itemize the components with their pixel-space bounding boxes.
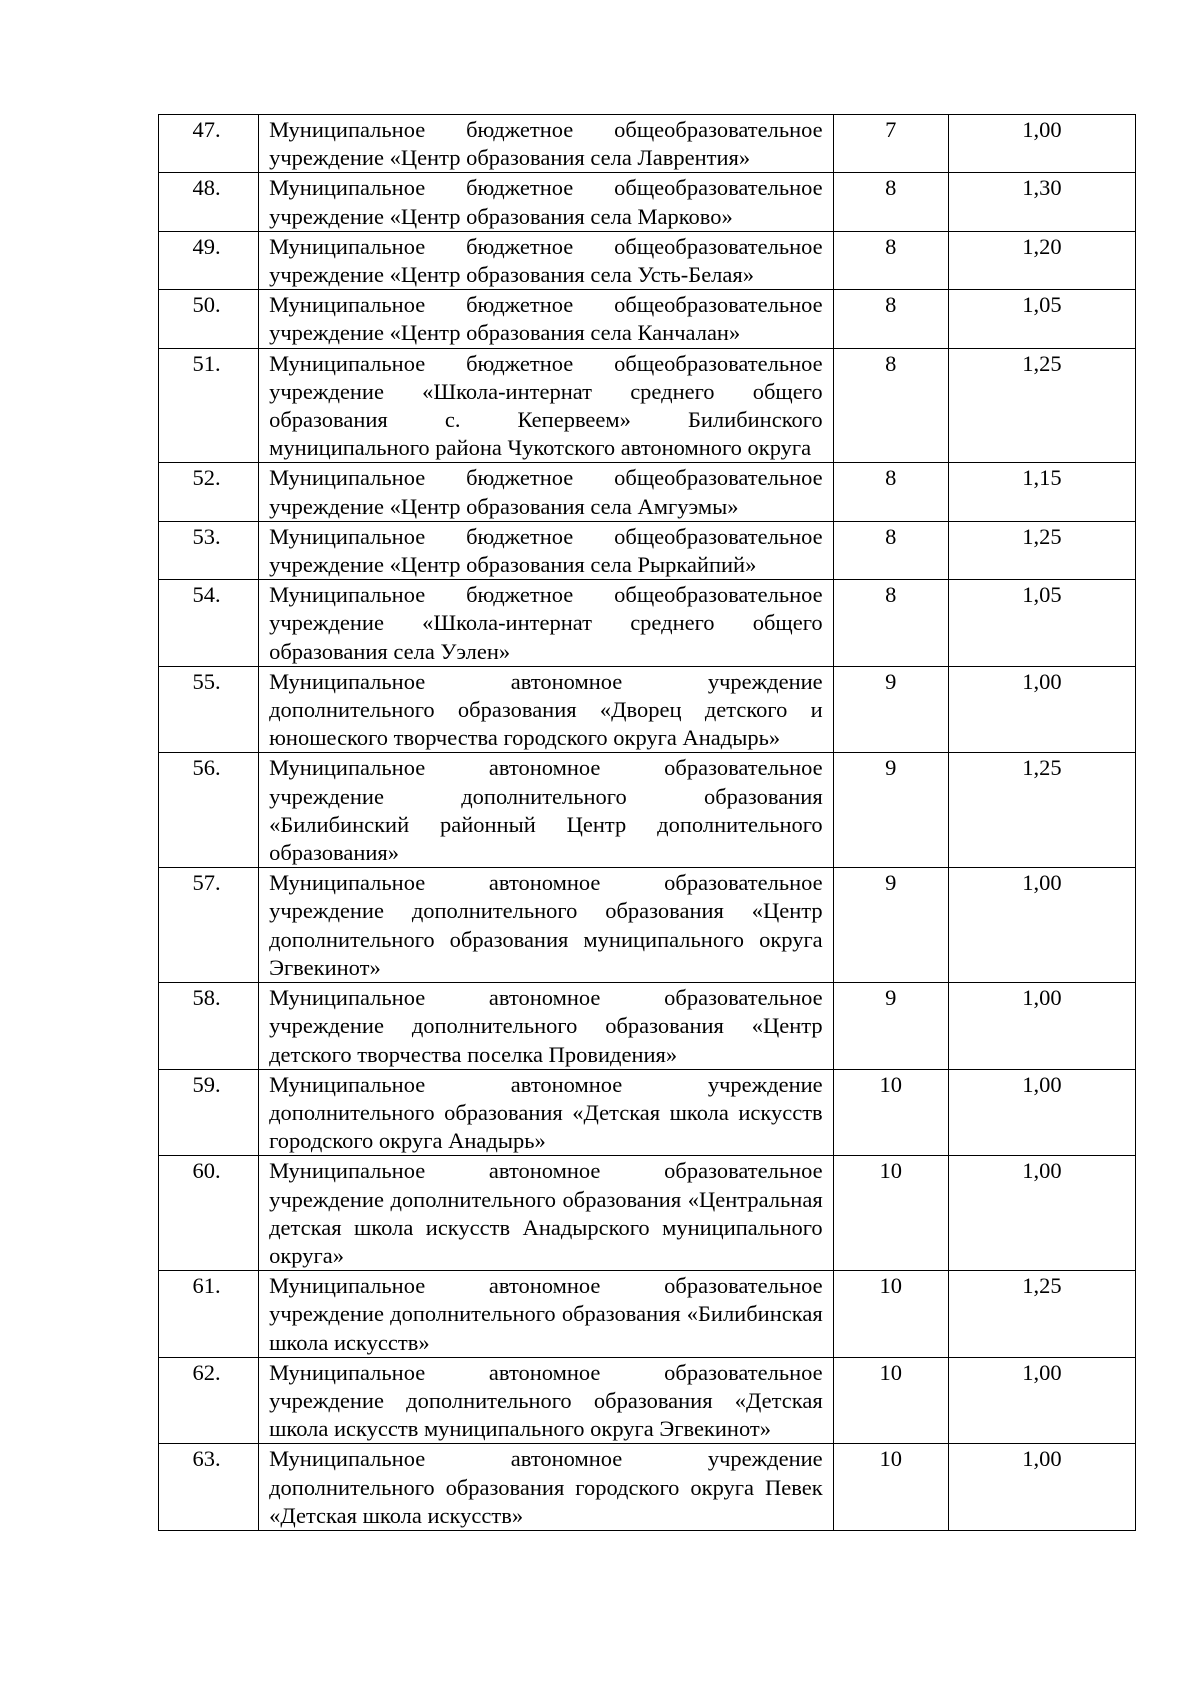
row-number: 62. (159, 1357, 259, 1444)
coefficient: 1,00 (948, 115, 1135, 173)
group-number: 9 (833, 868, 948, 983)
table-row (159, 231, 1136, 289)
institution-name: Муниципальное бюджетное общеобразовательное учреждение «Центр образования села Усть-Белая» (259, 231, 834, 289)
group-number: 9 (833, 666, 948, 753)
coefficient: 1,20 (948, 231, 1135, 289)
institution-name: Муниципальное бюджетное общеобразовательное учреждение «Школа-интернат среднего общего образования с. Кепервеем» Билибинского муниципального района Чукотского автономного округа (259, 348, 834, 463)
institution-name: Муниципальное автономное учреждение дополнительного образования городского округа Певек «Детская школа искусств» (259, 1444, 834, 1531)
group-number: 8 (833, 521, 948, 579)
group-number: 10 (833, 1357, 948, 1444)
row-number: 60. (159, 1156, 259, 1271)
group-number: 9 (833, 983, 948, 1070)
group-number: 8 (833, 173, 948, 231)
coefficient: 1,00 (948, 983, 1135, 1070)
institution-name: Муниципальное бюджетное общеобразовательное учреждение «Школа-интернат среднего общего образования села Уэлен» (259, 580, 834, 667)
coefficient: 1,00 (948, 868, 1135, 983)
table-row (159, 983, 1136, 1070)
row-number: 58. (159, 983, 259, 1070)
institution-name: Муниципальное автономное образовательное учреждение дополнительного образования «Билибинский районный Центр дополнительного образования» (259, 753, 834, 868)
coefficient: 1,25 (948, 753, 1135, 868)
row-number: 59. (159, 1069, 259, 1156)
row-number: 54. (159, 580, 259, 667)
coefficient: 1,00 (948, 1156, 1135, 1271)
group-number: 10 (833, 1069, 948, 1156)
table-row (159, 1271, 1136, 1358)
group-number: 10 (833, 1444, 948, 1531)
coefficient: 1,25 (948, 348, 1135, 463)
table-row (159, 868, 1136, 983)
institution-name: Муниципальное автономное образовательное учреждение дополнительного образования «Билибинская школа искусств» (259, 1271, 834, 1358)
table-row (159, 666, 1136, 753)
institution-name: Муниципальное бюджетное общеобразовательное учреждение «Центр образования села Марково» (259, 173, 834, 231)
institution-name: Муниципальное автономное образовательное учреждение дополнительного образования «Детская школа искусств муниципального округа Эгвекинот» (259, 1357, 834, 1444)
table-row (159, 463, 1136, 521)
row-number: 51. (159, 348, 259, 463)
coefficient: 1,00 (948, 1069, 1135, 1156)
table-row (159, 580, 1136, 667)
institution-name: Муниципальное бюджетное общеобразовательное учреждение «Центр образования села Амгуэмы» (259, 463, 834, 521)
table-row (159, 1156, 1136, 1271)
group-number: 10 (833, 1156, 948, 1271)
table-body (159, 115, 1136, 1531)
coefficient: 1,05 (948, 290, 1135, 348)
row-number: 55. (159, 666, 259, 753)
institutions-table (158, 114, 1136, 1531)
row-number: 63. (159, 1444, 259, 1531)
row-number: 47. (159, 115, 259, 173)
coefficient: 1,25 (948, 1271, 1135, 1358)
table-row (159, 1444, 1136, 1531)
institution-name: Муниципальное автономное образовательное учреждение дополнительного образования «Центр дополнительного образования муниципального округа Эгвекинот» (259, 868, 834, 983)
table-row (159, 348, 1136, 463)
group-number: 8 (833, 463, 948, 521)
institution-name: Муниципальное автономное образовательное учреждение дополнительного образования «Центр детского творчества поселка Провидения» (259, 983, 834, 1070)
group-number: 10 (833, 1271, 948, 1358)
institution-name: Муниципальное автономное учреждение дополнительного образования «Дворец детского и юношеского творчества городского округа Анадырь» (259, 666, 834, 753)
group-number: 8 (833, 348, 948, 463)
coefficient: 1,05 (948, 580, 1135, 667)
table-row (159, 290, 1136, 348)
row-number: 57. (159, 868, 259, 983)
group-number: 9 (833, 753, 948, 868)
coefficient: 1,30 (948, 173, 1135, 231)
group-number: 7 (833, 115, 948, 173)
institution-name: Муниципальное бюджетное общеобразовательное учреждение «Центр образования села Лаврентия» (259, 115, 834, 173)
coefficient: 1,00 (948, 1357, 1135, 1444)
group-number: 8 (833, 290, 948, 348)
row-number: 53. (159, 521, 259, 579)
institution-name: Муниципальное автономное учреждение дополнительного образования «Детская школа искусств городского округа Анадырь» (259, 1069, 834, 1156)
table-row (159, 115, 1136, 173)
table-row (159, 1069, 1136, 1156)
coefficient: 1,00 (948, 666, 1135, 753)
row-number: 61. (159, 1271, 259, 1358)
coefficient: 1,00 (948, 1444, 1135, 1531)
table-row (159, 173, 1136, 231)
row-number: 49. (159, 231, 259, 289)
institution-name: Муниципальное бюджетное общеобразовательное учреждение «Центр образования села Рыркайпий» (259, 521, 834, 579)
group-number: 8 (833, 580, 948, 667)
institution-name: Муниципальное бюджетное общеобразовательное учреждение «Центр образования села Канчалан» (259, 290, 834, 348)
row-number: 52. (159, 463, 259, 521)
table-row (159, 521, 1136, 579)
institution-name: Муниципальное автономное образовательное учреждение дополнительного образования «Центральная детская школа искусств Анадырского муниципального округа» (259, 1156, 834, 1271)
table-row (159, 1357, 1136, 1444)
coefficient: 1,15 (948, 463, 1135, 521)
row-number: 50. (159, 290, 259, 348)
group-number: 8 (833, 231, 948, 289)
row-number: 56. (159, 753, 259, 868)
coefficient: 1,25 (948, 521, 1135, 579)
table-row (159, 753, 1136, 868)
row-number: 48. (159, 173, 259, 231)
